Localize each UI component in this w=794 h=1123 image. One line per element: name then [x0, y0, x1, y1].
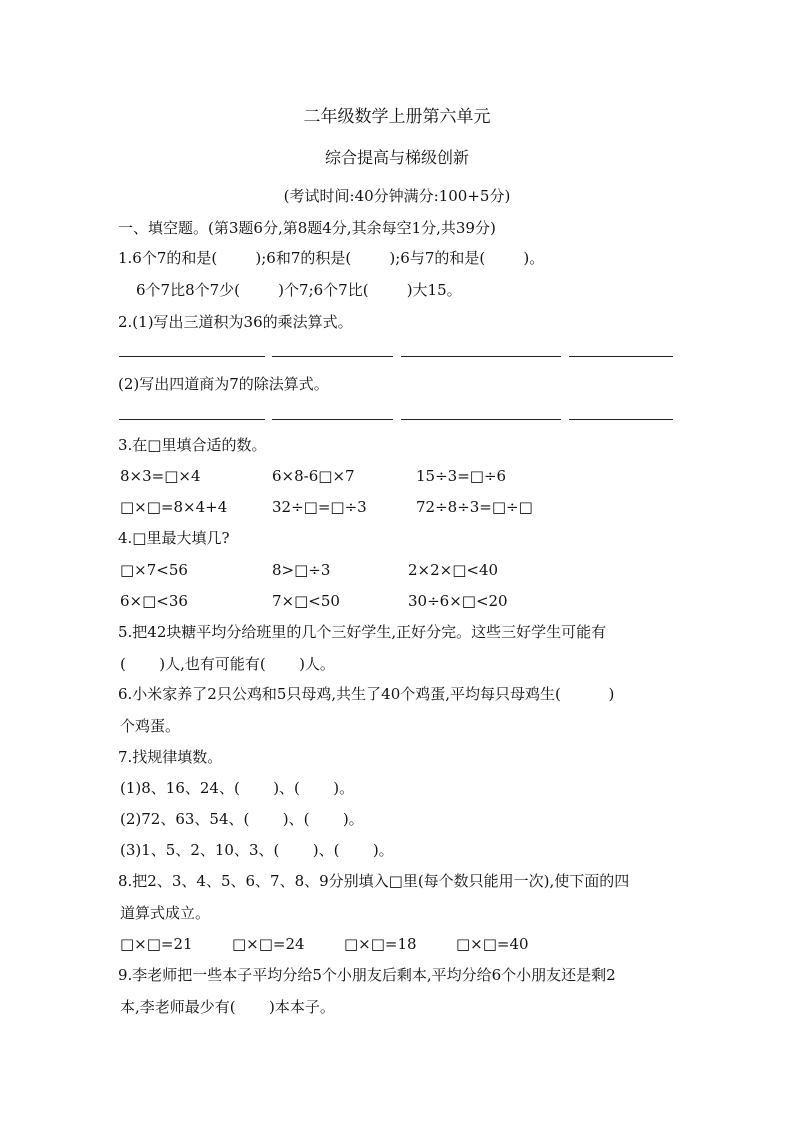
question-1-line-1: 1.6个7的和是( );6和7的积是( );6与7的和是( )。	[118, 249, 545, 267]
equation: 72÷8÷3=□÷□	[416, 498, 533, 516]
page-subtitle: 综合提高与梯级创新	[324, 148, 469, 167]
answer-line	[272, 419, 393, 420]
inequality: 7×□<50	[272, 592, 340, 610]
inequality: 6×□<36	[120, 592, 188, 610]
equation: □×□=8×4+4	[120, 498, 228, 516]
question-1-line-2: 6个7比8个7少( )个7;6个7比( )大15。	[136, 281, 462, 299]
section-heading: 一、填空题。(第3题6分,第8题4分,其余每空1分,共39分)	[118, 219, 496, 237]
question-9-line-2: 本,李老师最少有( )本本子。	[120, 998, 335, 1016]
equation: □×□=21	[120, 935, 193, 953]
equation: 15÷3=□÷6	[416, 467, 507, 485]
question-8-line-1: 8.把2、3、4、5、6、7、8、9分别填入□里(每个数只能用一次),使下面的四	[118, 872, 630, 890]
inequality: 2×2×□<40	[408, 561, 499, 579]
question-2-part-1: 2.(1)写出三道积为36的乘法算式。	[118, 313, 353, 331]
answer-line	[119, 419, 265, 420]
answer-line	[401, 356, 561, 357]
question-9-line-1: 9.李老师把一些本子平均分给5个小朋友后剩本,平均分给6个小朋友还是剩2	[118, 966, 616, 984]
question-3-heading: 3.在□里填合适的数。	[118, 436, 267, 454]
inequality: 30÷6×□<20	[408, 592, 508, 610]
equation: □×□=18	[344, 935, 417, 953]
equation: □×□=40	[456, 935, 529, 953]
answer-line	[401, 419, 561, 420]
equation: 8×3=□×4	[120, 467, 201, 485]
answer-line	[272, 356, 393, 357]
question-5-line-1: 5.把42块糖平均分给班里的几个三好学生,正好分完。这些三好学生可能有	[118, 623, 607, 641]
question-6-line-1: 6.小米家养了2只公鸡和5只母鸡,共生了40个鸡蛋,平均每只母鸡生( )	[118, 685, 615, 703]
question-7-heading: 7.找规律填数。	[118, 748, 223, 766]
question-8-line-2: 道算式成立。	[120, 904, 211, 922]
question-6-line-2: 个鸡蛋。	[120, 717, 181, 735]
answer-line	[569, 419, 673, 420]
exam-info: (考试时间:40分钟满分:100+5分)	[283, 187, 511, 205]
page-title: 二年级数学上册第六单元	[303, 107, 491, 127]
inequality: □×7<56	[120, 561, 188, 579]
answer-line	[119, 356, 265, 357]
sequence-2: (2)72、63、54、( )、( )。	[120, 810, 364, 828]
answer-line	[569, 356, 673, 357]
question-2-part-2: (2)写出四道商为7的除法算式。	[118, 375, 329, 393]
question-5-line-2: ( )人,也有可能有( )人。	[120, 655, 335, 673]
inequality: 8>□÷3	[272, 561, 331, 579]
equation: 32÷□=□÷3	[272, 498, 367, 516]
sequence-1: (1)8、16、24、( )、( )。	[120, 779, 355, 797]
sequence-3: (3)1、5、2、10、3、( )、( )。	[120, 841, 394, 859]
question-4-heading: 4.□里最大填几?	[118, 529, 230, 547]
equation: 6×8-6□×7	[272, 467, 355, 485]
equation: □×□=24	[232, 935, 305, 953]
